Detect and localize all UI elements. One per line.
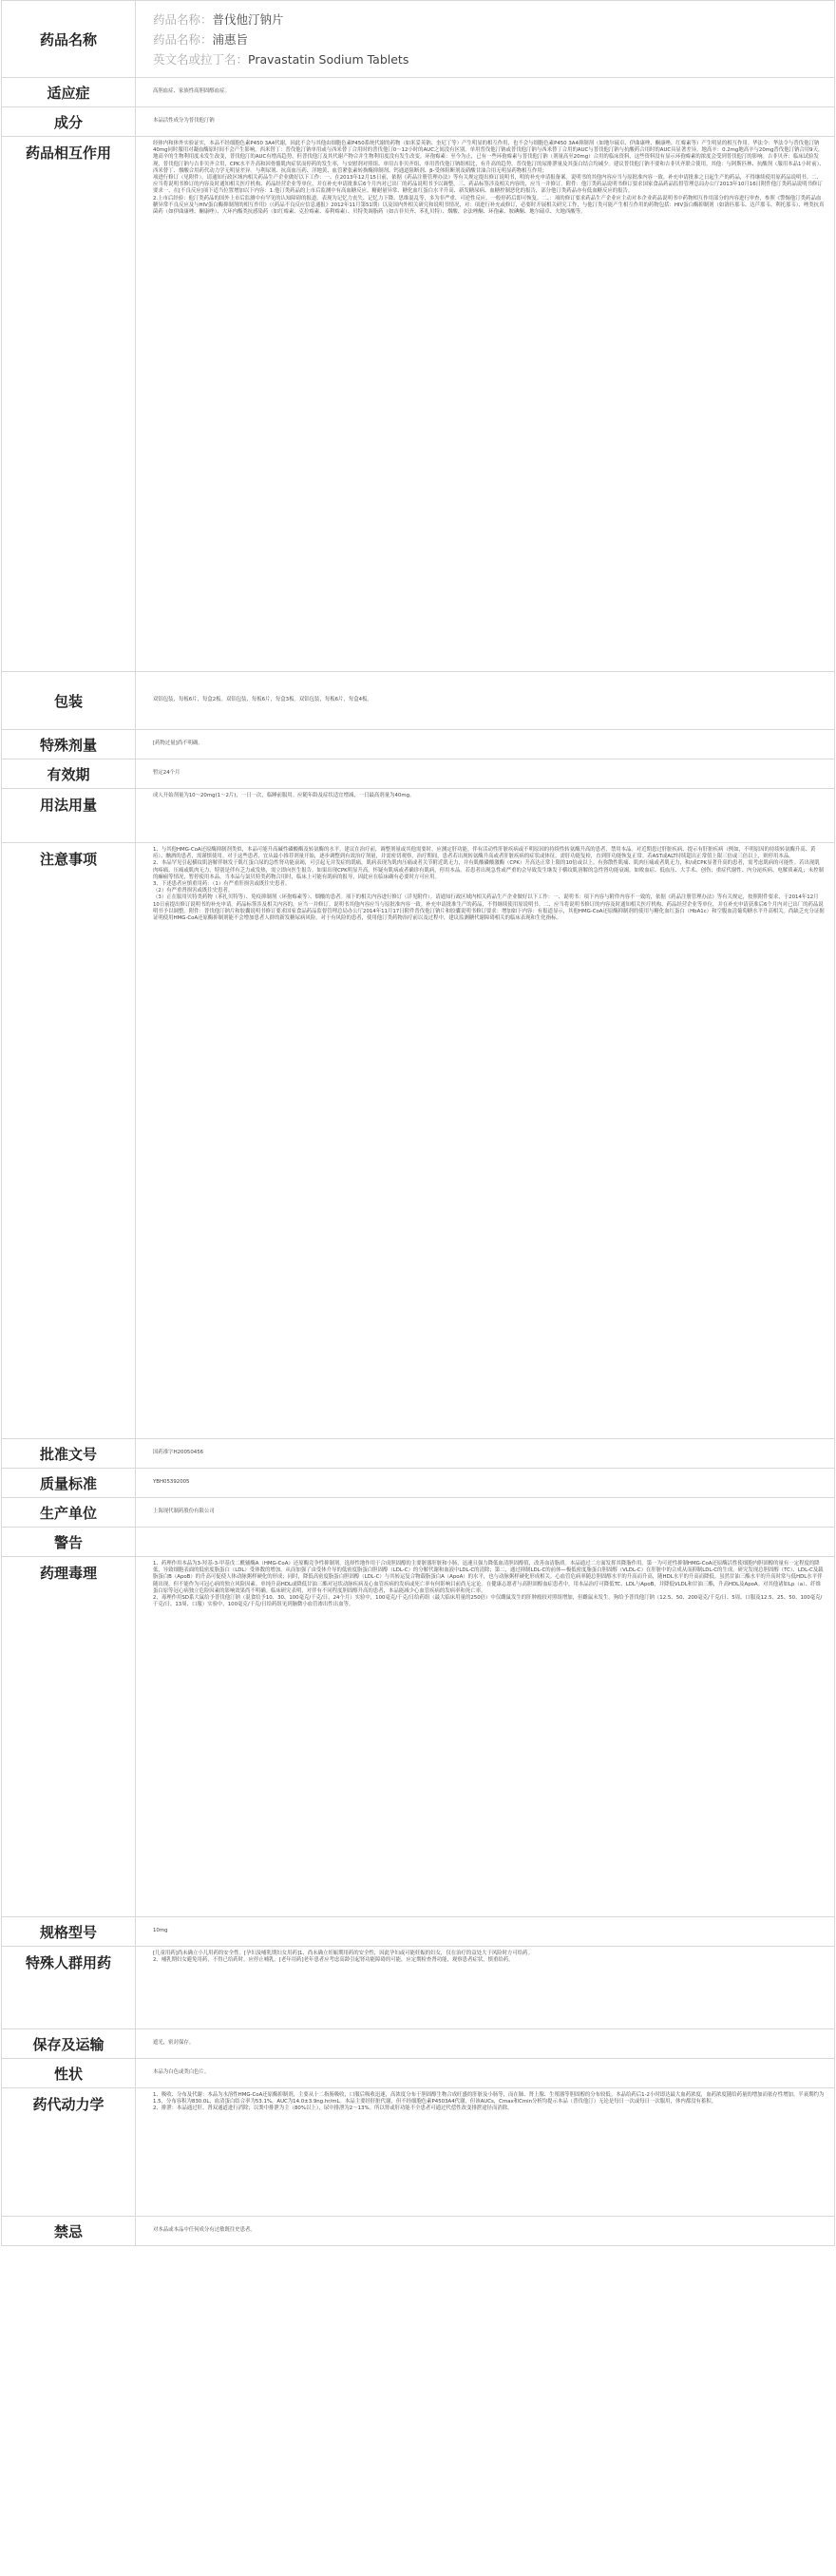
row-value [136,1498,835,1528]
english-name-line [153,49,825,69]
row-label: 有效期 [2,759,136,789]
row-indications [2,78,835,107]
row-label: 用法用量 [2,789,136,843]
row-pharmacology [2,1557,835,1917]
row-value [136,2217,835,2246]
paragraph: 经体内和体外实验证实，本品不经细胞色素P450 3A4代谢，因此不会与其他由细胞色素P450系统代谢的药物（如米妥英钠、奎尼丁等）产生明显的相互作用，也不会与细胞色素P450 3A4抑制剂（如地尔硫卓、伊曲康唑、酮康唑、红霉素等）产生明显的相互作用。华法令：华法令与普伐他汀钠40mg同时服用对凝血酶原时间不会产生影响。西米替丁：普伐他汀钠单用或与西米替丁合用时的普伐他汀0～12小时的AUC之间没有区别。单用普伐他汀钠或普伐他汀钠与西米替丁合用的AUC与普伐他汀钠与抗酸药合用时的AUC具显著差异。地高辛：0.2mg地高辛与20mg普伐他汀钠合用9天，地高辛的生物利用度未发生改变，普伐他汀的AUC有增高趋势，但普伐他汀及其代谢产物合并生物利用度没有发生改变。环孢霉素：至今为止，已有一些环孢霉素与普伐他汀钠（剂量高至20mg）合用的临床资料，这些资料没有显示环孢霉素的浓度会受到普伐他汀的影响。吉非贝齐：临床试验发现，普伐他汀钠与吉非贝齐合用，CPK水平升高和因骨骼肌肉症状而停药的发生率，与安慰剂对照组、单用吉非贝齐组、单用普伐他汀钠组相比，有升高的趋势，普伐他汀的尿排泄量及其蛋白结合均减少。建议普伐他汀钠不要和吉非贝齐联合使用。其他：与阿斯匹林、抗酸剂（服用本品1小时前）、西米替丁、烟酸合用药代动力学无明显差异。与利尿剂、抗高血压药、洋地黄、血管紧张素转换酶抑制剂、钙通道阻断剂、β-受体阻断剂及硝酸甘油合用无明显药物相互作用； [153,141,825,174]
name-key: 英文名或拉丁名： [153,51,249,67]
row-value [136,672,835,730]
paragraph: 遮光，密封保存。 [153,2040,195,2047]
row-label: 注意事项 [2,843,136,1439]
drug-name-cell [136,1,835,78]
paragraph: （2）有严重肾损害或既往史患者。 [153,888,234,894]
paragraph: [药物过量]尚不明确。 [153,740,203,747]
paragraph: 项进行修订（见附件）。请通知行政区域内相关药品生产企业做好以下工作：一、在2013年12月15日前，依据《药品注册管理办法》等有关规定提出修订说明书，明的补充申请报备案。说明书的其他内容应当与原批准内容一致。补充申请批准之日起生产的药品，不得继续使用原药品说明书。二、应当将说明书修订的内容及时通知相关医疗机构、药品经营企业等单位，并在补充申请批准后6个月内对已出厂的药品说明书予以调整。三、药品标签涉及相关内容的，应当一并修订。附件：他汀类药品说明书修订要求国家食品药品监督管理总局办公厅2013年10月16日附件他汀类药品说明书修订要求一、在[不良反应]项下适当位置增加以下内容：1.他汀类药品的上市后监测中有高血糖反应、糖耐量异常、糖化血红蛋白水平升高、新发糖尿病、血糖控制恶化的报告，部分他汀类药品亦有低血糖反应的报告。 [153,175,823,195]
row-label: 批准文号 [2,1439,136,1469]
row-value [136,107,835,137]
row-name [2,1,835,78]
row-value [136,1439,835,1469]
row-value [136,137,835,672]
row-value [136,843,835,1439]
paragraph: 本品为白色或类白色片。 [153,2069,210,2076]
row-label: 药品相互作用 [2,137,136,672]
row-pk [2,2088,835,2217]
row-value [136,2029,835,2059]
row-special_pop [2,1947,835,2029]
row-standard [2,1469,835,1498]
paragraph: 3、下述患者应慎重用药：（1）有严重肝损害或既往史患者。 [153,881,291,888]
paragraph: 双铝包装，每板6片，每盒2板。双铝包装，每板6片，每盒3板。双铝包装，每板6片，每盒4板。 [153,697,372,703]
row-value [136,78,835,107]
row-spec [2,1917,835,1947]
paragraph: 2、本品罕见引起横纹肌溶解伴继发于肌红蛋白尿的急性肾功能衰竭，可引起无并发症的肌痛，肌病表现为肌肉压痛或者关节附近肌无力，并有肌酸磷酸激酶（CPK）升高达正常上限的10倍或以上。有弥散性肌痛、肌肉压痛或者肌无力，和/或CPK显著升高的患者，需考虑肌病的可能性。若出现肌肉疼痛、压痛或肌肉无力，特别是伴有乏力或发热，需立即向医生报告。如果出现CPK明显升高，怀疑有肌病或者确诊有肌病，停用本品。若患者出现急性或严重的会导致发生继发于横纹肌溶解的急性肾功能衰竭，如败血症、低血压、大手术、创伤；重症代谢性、内分泌疾病、电解质紊乱；未控制的癫痫等情况，暂停使用本品。当本品与氯贝特类药物合用时，临床上可能有肌病的报导，因此应在临床确有必要时方可应用。 [153,860,824,880]
row-label: 成分 [2,107,136,137]
paragraph: 高胆血症、家族性高胆固醇血症。 [153,88,230,95]
paragraph: YBH05392005 [153,1479,190,1486]
row-precautions [2,843,835,1439]
row-label: 适应症 [2,78,136,107]
row-value [136,1947,835,2029]
row-value [136,1528,835,1557]
row-label: 药理毒理 [2,1557,136,1917]
trade-name: 浦惠旨 [212,31,249,47]
paragraph: 10mg [153,1928,168,1934]
row-value [136,1917,835,1947]
row-ingredients [2,107,835,137]
paragraph: 1、药理作用本品为3-羟基-3-甲基戊二酰辅酶A（HMG-CoA）还原酶竞争性抑制剂。选择性地作用于合成胆固醇的主要脏器肝脏和小肠，迅速且强力降低血清胆固醇值，改善血清脂质。本品通过二方面发挥其降脂作用。第一为可逆性抑制HMG-CoA还原酶活性使细胞内胆固醇的量有一定程度的降低，导致细胞表面的低密度脂蛋白（LDL）受体数的增加，从而加强了由受体介导的低密度脂蛋白胆固醇（LDL-C）的分解代谢和血液中LDL-C的清除；第二，通过抑制LDL-C的前体—极低密度脂蛋白胆固醇（VLDL-C）在肝脏中的合成从而抑制LDL-C的生成。研究发现总胆固醇（TC）、LDL-C及载脂蛋白B（ApoB）的升高可促使人体动脉粥样硬化的形成；同时，降低高密度脂蛋白胆固醇（LDL-C）与其转运复合物载脂蛋白A（ApoA）的水平，也与动脉粥样硬化形成相关。心血管危病率随总胆固醇水平的升高而升高，随HDL水平的升高而降低。虽然甘油三酯水平的升高时常与低HDL水平伴随出现，但不能作为可冠心病的独立风险因素。单纯升高HDL或降低甘油三酯对冠状动脉疾病及心血管疾病的发病或死亡率有何影响目前尚无定论。在健康志愿者与高胆固醇血症患者中，用本品治疗可降低TC、LDL与ApoB，并降低VLDL和甘油三酯，升高HDL及ApoA。对其他诸如Lp（a）、纤维蛋白原等冠心病独立危险因素的影响效果尚不明确。临床研究表明，对伴有不同程度胆固醇升高的患者，本品能减少心血管疾病的发病率和死亡率。 [153,1561,824,1594]
row-interactions [2,137,835,672]
row-label: 保存及运输 [2,2029,136,2059]
paragraph: 国药准字H20050456 [153,1450,204,1456]
paragraph: 本品活性成分为普伐他汀钠 [153,118,215,125]
name-key: 药品名称： [153,31,213,47]
row-label: 规格型号 [2,1917,136,1947]
row-maker [2,1498,835,1528]
row-package [2,672,835,730]
row-label: 包装 [2,672,136,730]
row-warning [2,1528,835,1557]
english-name: Pravastatin Sodium Tablets [248,51,409,67]
paragraph: 暂定24个月 [153,770,180,777]
row-value [136,730,835,759]
row-validity [2,759,835,789]
row-appearance [2,2059,835,2088]
generic-name-line [153,10,825,29]
paragraph: 2、排泄：本品通过肝、肾双通道进行消除；以粪中排泄为主（80%以上），尿中排泄为2～13%。所以肾或肝功能不全患者可通过代偿性改变排泄途径而消除。 [153,2105,513,2112]
row-label: 药代动力学 [2,2088,136,2217]
paragraph: [儿童用药]尚未确立小儿用药的安全性。[孕妇及哺乳期妇女用药]1、尚未确立妊娠期用药的安全性，因此孕妇或可能妊娠的妇女，仅在治疗的益处大于风险时方可给药。 [153,1951,533,1956]
row-approval [2,1439,835,1469]
paragraph: 成人开始剂量为10～20mg(1～2片)，一日一次，临睡前服用。应随年龄及症状适宜增减，一日最高剂量为40mg。 [153,793,415,798]
paragraph: （3）正在服用贝特类药物（苯扎贝特等）、免疫抑制剂（环孢霉素等）、烟酸的患者。项下的相关内容进行修订（详见附件）。请通知行政区域内相关药品生产企业做好以下工作：一、说明书：项下内容与附件内容不一致的，依据《药品注册管理办法》等有关规定，按照附件要求，于2014年12月10日前提出修订说明书的补充申请。药品标签涉及相关内容的，应当一并修订。说明书其他内容应当与原批准内容一致。补充申请批准生产的药品，不得继续使用原说明书。二、应当将说明书修订的内容及时通知相关医疗机构、药品经营企业等单位，并在补充申请获准后6个月内对已出厂的药品说明书予以调整。附件：普伐他汀钠片和胶囊说明书修订要求国家食品药品监督管理总局办公厅2014年11月17日附件普伐他汀钠片和胶囊说明书修订要求：增加如下内容：有报道显示，其他HMG-CoA还原酶抑制剂的使用与糖化血红蛋白（HbA1c）和空腹血清葡萄糖水平升高相关。尚缺乏充分证据证明使用HMG-CoA还原酶抑制剂能不会增加患者人群的新发糖尿病风险。对于有风险的患者，使用他汀类药物治疗前以及过程中，建议监测糖代谢障碍相关的临床表现和生化指标。 [153,894,825,922]
row-value [136,1557,835,1917]
row-value [136,2088,835,2217]
row-storage [2,2029,835,2059]
drug-info-table [1,0,835,2246]
paragraph: 2、毒理作用SD系大鼠给予普伐他汀钠（混食给予10、30、100毫克/千克/日，24个月）实验中，100毫克/千克/日给药组（最大临床用量的250倍）中仅雌鼠发生的肝肿瘤较对照组增加，但雌鼠未发生。狗给予普伐他汀钠（12.5、50、200毫克/千克/日、5周、口服及12.5、25、50、100毫克/千克/日、13周、口服）实验中，100毫克/千克/日给药组见到脑微小血管渗出性出血等。 [153,1595,823,1608]
row-label: 禁忌 [2,2217,136,2246]
paragraph: 对本品或本品中任何成分有过敏既往史患者。 [153,2227,256,2234]
row-value [136,789,835,843]
row-overdose [2,730,835,759]
row-value [136,1469,835,1498]
row-label: 警告 [2,1528,136,1557]
row-value [136,759,835,789]
paragraph: 上海现代制药股份有限公司 [153,1509,215,1515]
row-label: 特殊人群用药 [2,1947,136,2029]
generic-name: 普伐他汀钠片 [212,11,284,27]
row-dosage [2,789,835,843]
row-label: 特殊剂量 [2,730,136,759]
row-label: 生产单位 [2,1498,136,1528]
row-label: 药品名称 [2,1,136,78]
paragraph: 2.上市后经验：他汀类药品的国外上市后监测中有罕见的认知障碍的报道，表现为记忆力丧失、记忆力下降、思维混乱等，多为非严重、可逆性反应，一般停药后即可恢复。二、：项的修订要求药品生产企业应主动对本企业药品说明书中药物相互作用部分的内容进行审查，参照《警惕他汀类药品血糖异常不良反应及与HIV蛋白酶抑制剂的相互作用》（《药品不良反应信息通报》2012年11月第51期）以及国内外相关研究和说明书情况，对：项进行补充或修订，必要时开展相关研究工作，与他汀类可能产生相互作用的药物包括：HIV蛋白酶抑制剂（如洛匹那韦、达芦那韦、利托那韦）、唑类抗真菌药（如伊曲康唑、酮康唑）、大环内酯类抗感染药（如红霉素、克拉霉素、泰利霉素）、贝特类调脂药（如吉非贝齐、苯扎贝特）、烟酸、奈法唑酮、环孢素、胺碘酮、地尔硫卓、夫地西酸等。 [153,195,825,216]
row-label: 性状 [2,2059,136,2088]
paragraph: 1、与其他HMG-CoA还原酶抑制剂类似，本品可能升高碱性磷酸酶及转氨酶的水平。建议在治疗前，调整剂量或其他需要时，应测定肝功能。伴有活动性肝脏疾病或不明原因的持续性转氨酶升高的患者，禁用本品。对近期患过肝脏疾病、提示有肝脏疾病（例如，不明原因的持续转氨酶升高、黄疸）、酗酒的患者，需谨慎使用。对于这些患者，宜从最小推荐剂量开始，逐步调整到有效治疗剂量，并需密切观察，治疗期间，患者若出现转氨酶升高或者肝脏疾病的症状或体征，需肝功能复检，直到肝功能恢复正常。若AST或ALT持续超出正常值上限三倍或三倍以上，则停用本品。 [153,847,816,860]
row-label: 质量标准 [2,1469,136,1498]
name-key: 药品名称： [153,11,213,27]
row-contra [2,2217,835,2246]
paragraph: 2、哺乳期妇女避免用药，不得已给药时，应停止哺乳。[老年用药]老年患者应考虑高龄引起肾功能障碍的可能，应定期检查肾功能，观察患者症状，慎重给药。 [153,1957,514,1964]
trade-name-line [153,29,825,49]
row-value [136,2059,835,2088]
paragraph: 1、吸收、分布及代谢：本品为水溶性HMG-CoA还原酶抑制剂，主要从十二指肠吸收，口服后吸收迅速，高浓度分布于胆固醇生物合成旺盛的肝脏及小肠等，而在肺、肾上腺、生殖器等胆固醇的分布较低。本品给药后1-2小时即达最大血药浓度，血药浓度随给药量的增加而依存性增加。半衰期约为1.5，分布容积为830.0L，血清蛋白结合率为53.1%，AUC为14.0±3.9ng.hr/mL。本品主要经肝脏代谢，但不经细胞色素P4503A4代谢，但该AUCs，Cmax和Cmin分析均提示本品（普伐他汀）无论是每日一次或每日一次服用，体内都没有蓄积。 [153,2092,825,2105]
